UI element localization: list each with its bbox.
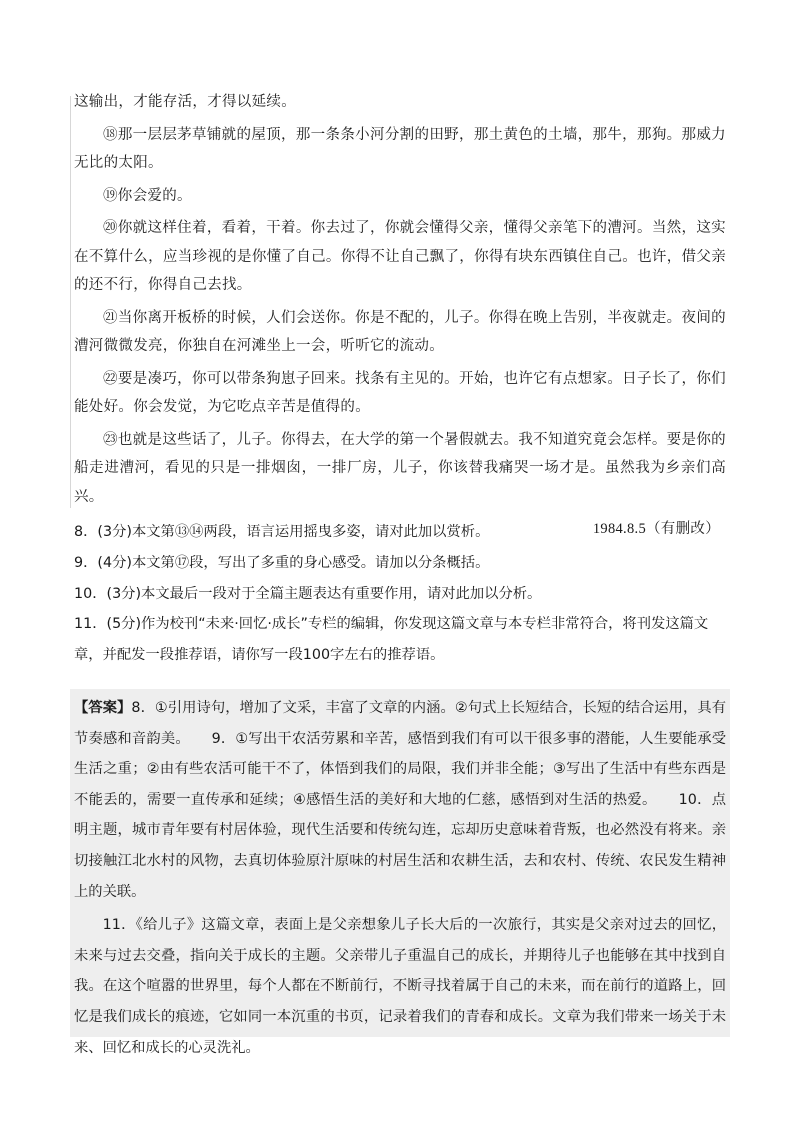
passage-paragraph-23: ㉓也就是这些话了，儿子。你得去，在大学的第一个暑假就去。我不知道究竟会怎样。要是你的船走进漕河，看见的只是一排烟囱，一排厂房，儿子，你该替我痛哭一场才是。虽然我为乡亲们高兴。	[74, 431, 726, 505]
question-10: 10．(3分)本文最后一段对于全篇主题表达有重要作用，请对此加以分析。	[74, 585, 542, 602]
question-9: 9．(4分)本文第⑰段，写出了多重的身心感受。请加以分条概括。	[74, 554, 490, 571]
answer-section	[74, 693, 726, 1063]
passage-paragraph-21: ㉑当你离开板桥的时候，人们会送你。你是不配的，儿子。你得在晚上告别，半夜就走。夜间的漕河微微发亮，你独自在河滩坐上一会，听听它的流动。	[74, 309, 726, 354]
passage-paragraph-22: ㉒要是凑巧，你可以带条狗崽子回来。找条有主见的。开始，也许它有点想家。日子长了，你们能处好。你会发觉，为它吃点辛苦是值得的。	[74, 370, 726, 415]
question-11: 11．(5分)作为校刊“未来·回忆·成长”专栏的编辑，你发现这篇文章与本专栏非常符合，将刊发这篇文章，并配发一段推荐语，请你写一段100字左右的推荐语。	[74, 616, 709, 664]
passage-paragraph-18: ⑱那一层层茅草铺就的屋顶，那一条条小河分割的田野，那土黄色的土墙，那牛，那狗。那威力无比的太阳。	[74, 126, 726, 171]
passage-paragraph-continuation: 这输出，才能存活，才得以延续。	[74, 94, 296, 110]
passage-paragraph-19: ⑲你会爱的。	[103, 187, 192, 204]
answer-label: 【答案】	[74, 700, 132, 716]
answer-part-1	[74, 693, 726, 907]
passage-paragraph-20: ⑳你就这样住着，看着，干着。你去过了，你就会懂得父亲，懂得父亲笔下的漕河。当然，这实在不算什么，应当珍视的是你懂了自己。你得不让自己飘了，你得有块东西镇住自己。也许，借父亲的还不行，你得自己去找。	[74, 220, 726, 293]
reading-passage	[74, 88, 726, 548]
passage-left-rule	[70, 96, 71, 508]
question-8: 8．(3分)本文第⑬⑭两段，语言运用摇曳多姿，请对此加以赏析。	[74, 524, 490, 540]
answer-part-2: 11．《给儿子》这篇文章，表面上是父亲想象儿子长大后的一次旅行，其实是父亲对过去的回忆，未来与过去交叠，指向关于成长的主题。父亲带儿子重温自己的成长，并期待儿子也能够在其中找到自我。在这个喧嚣的世界里，每个人都在不断前行，不断寻找着属于自己的未来，而在前行的道路上，回忆是我们成长的痕迹，它如同一本沉重的书页，记录着我们的青春和成长。文章为我们带来一场关于未来、回忆和成长的心灵洗礼。	[74, 917, 726, 1056]
answer-text-8-10: 8．①引用诗句，增加了文采，丰富了文章的内涵。②句式上长短结合，长短的结合运用，具有节奏感和音韵美。 9．①写出干农活劳累和辛苦，感悟到我们有可以干很多事的潜能，人生要能承受生活之重；②由有些农活可能干不了，体悟到我们的局限，我们并非全能；③写出了生活中有些东西是不能丢的，需要一直传承和延续；④感悟生活的美好和大地的仁慈，感悟到对生活的热爱。 10．点明主题，城市青年要有村居体验，现代生活要和传统勾连，忘却历史意味着背叛，也必然没有将来。亲切接触江北水村的风物，去真切体验原汁原味的村居生活和农耕生活，去和农村、传统、农民发生精神上的关联。	[74, 700, 727, 900]
question-list	[74, 517, 730, 671]
passage-date: 1984.8.5（有删改）	[592, 521, 720, 537]
